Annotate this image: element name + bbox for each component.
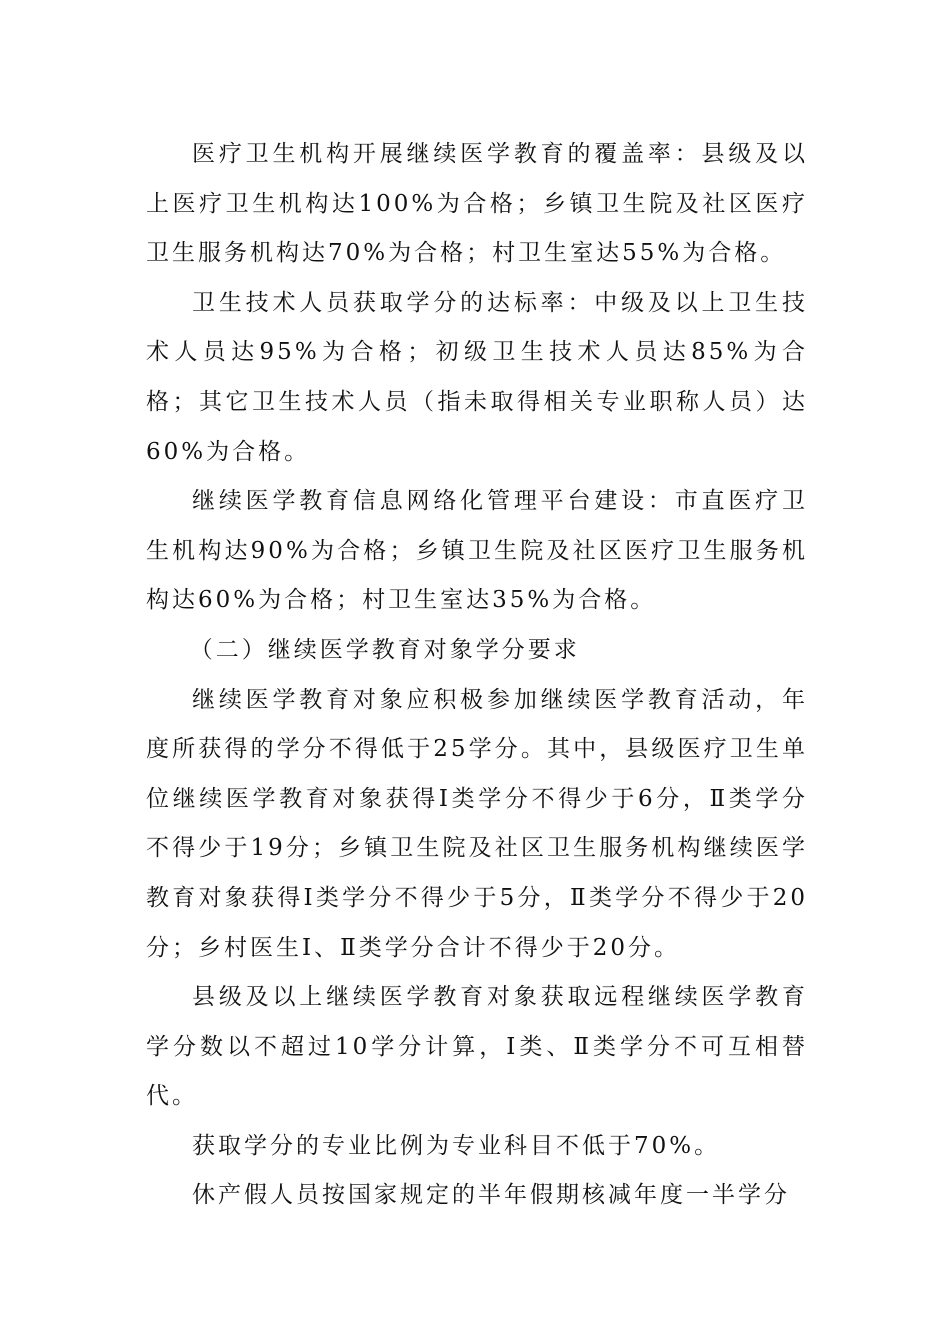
paragraph-remote-education-credits: 县级及以上继续医学教育对象获取远程继续医学教育学分数以不超过10学分计算，Ⅰ类、Ⅱ类学分不可互相替代。 [146, 984, 808, 1110]
paragraph-coverage-rate: 医疗卫生机构开展继续医学教育的覆盖率：县级及以上医疗卫生机构达100%为合格；乡镇卫生院及社区医疗卫生服务机构达70%为合格；村卫生室达55%为合格。 [146, 141, 808, 267]
paragraph-annual-credit-requirements: 继续医学教育对象应积极参加继续医学教育活动，年度所获得的学分不得低于25学分。其中，县级医疗卫生单位继续医学教育对象获得Ⅰ类学分不得少于6分，Ⅱ类学分不得少于19分；乡镇卫生院及社区卫生服务机构继续医学教育对象获得Ⅰ类学分不得少于5分，Ⅱ类学分不得少于20分；乡村医生Ⅰ、Ⅱ类学分合计不得少于20分。 [146, 686, 808, 961]
paragraph-professional-ratio: 获取学分的专业比例为专业科目不低于70%。 [192, 1132, 721, 1159]
document-body [146, 130, 808, 1221]
paragraph-credit-attainment-rate: 卫生技术人员获取学分的达标率：中级及以上卫生技术人员达95%为合格；初级卫生技术人员达85%为合格；其它卫生技术人员（指未取得相关专业职称人员）达60%为合格。 [146, 289, 808, 465]
paragraph-maternity-leave: 休产假人员按国家规定的半年假期核减年度一半学分 [192, 1182, 790, 1209]
section-heading-credit-requirements: （二）继续医学教育对象学分要求 [189, 636, 580, 663]
paragraph-platform-construction: 继续医学教育信息网络化管理平台建设：市直医疗卫生机构达90%为合格；乡镇卫生院及社区医疗卫生服务机构达60%为合格；村卫生室达35%为合格。 [146, 488, 808, 614]
